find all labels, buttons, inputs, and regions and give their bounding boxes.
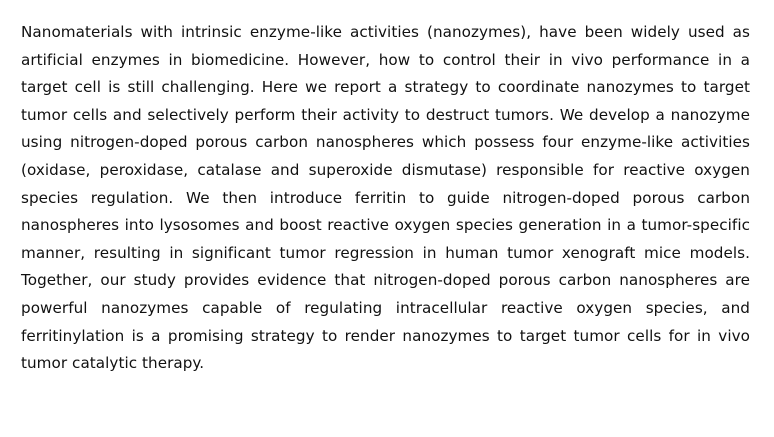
abstract-paragraph: Nanomaterials with intrinsic enzyme-like activities (nanozymes), have been widely used as artificial enzymes in biomedicine. However, how to control their in vivo performance in a target cell is still challenging. Here we report a strategy to coordinate nanozymes to target tumor cells and selectively perform their activity to destruct tumors. We develop a nanozyme using nitrogen-doped porous carbon nanospheres which possess four enzyme-like activities (oxidase, peroxidase, catalase and superoxide dismutase) responsible for reactive oxygen species regulation. We then introduce ferritin to guide nitrogen-doped porous carbon nanospheres into lysosomes and boost reactive oxygen species generation in a tumor-specific manner, resulting in significant tumor regression in human tumor xenograft mice models. Together, our study provides evidence that nitrogen-doped porous carbon nanospheres are powerful nanozymes capable of regulating intracellular reactive oxygen species, and ferritinylation is a promising strategy to render nanozymes to target tumor cells for in vivo tumor catalytic therapy. [21,23,750,373]
